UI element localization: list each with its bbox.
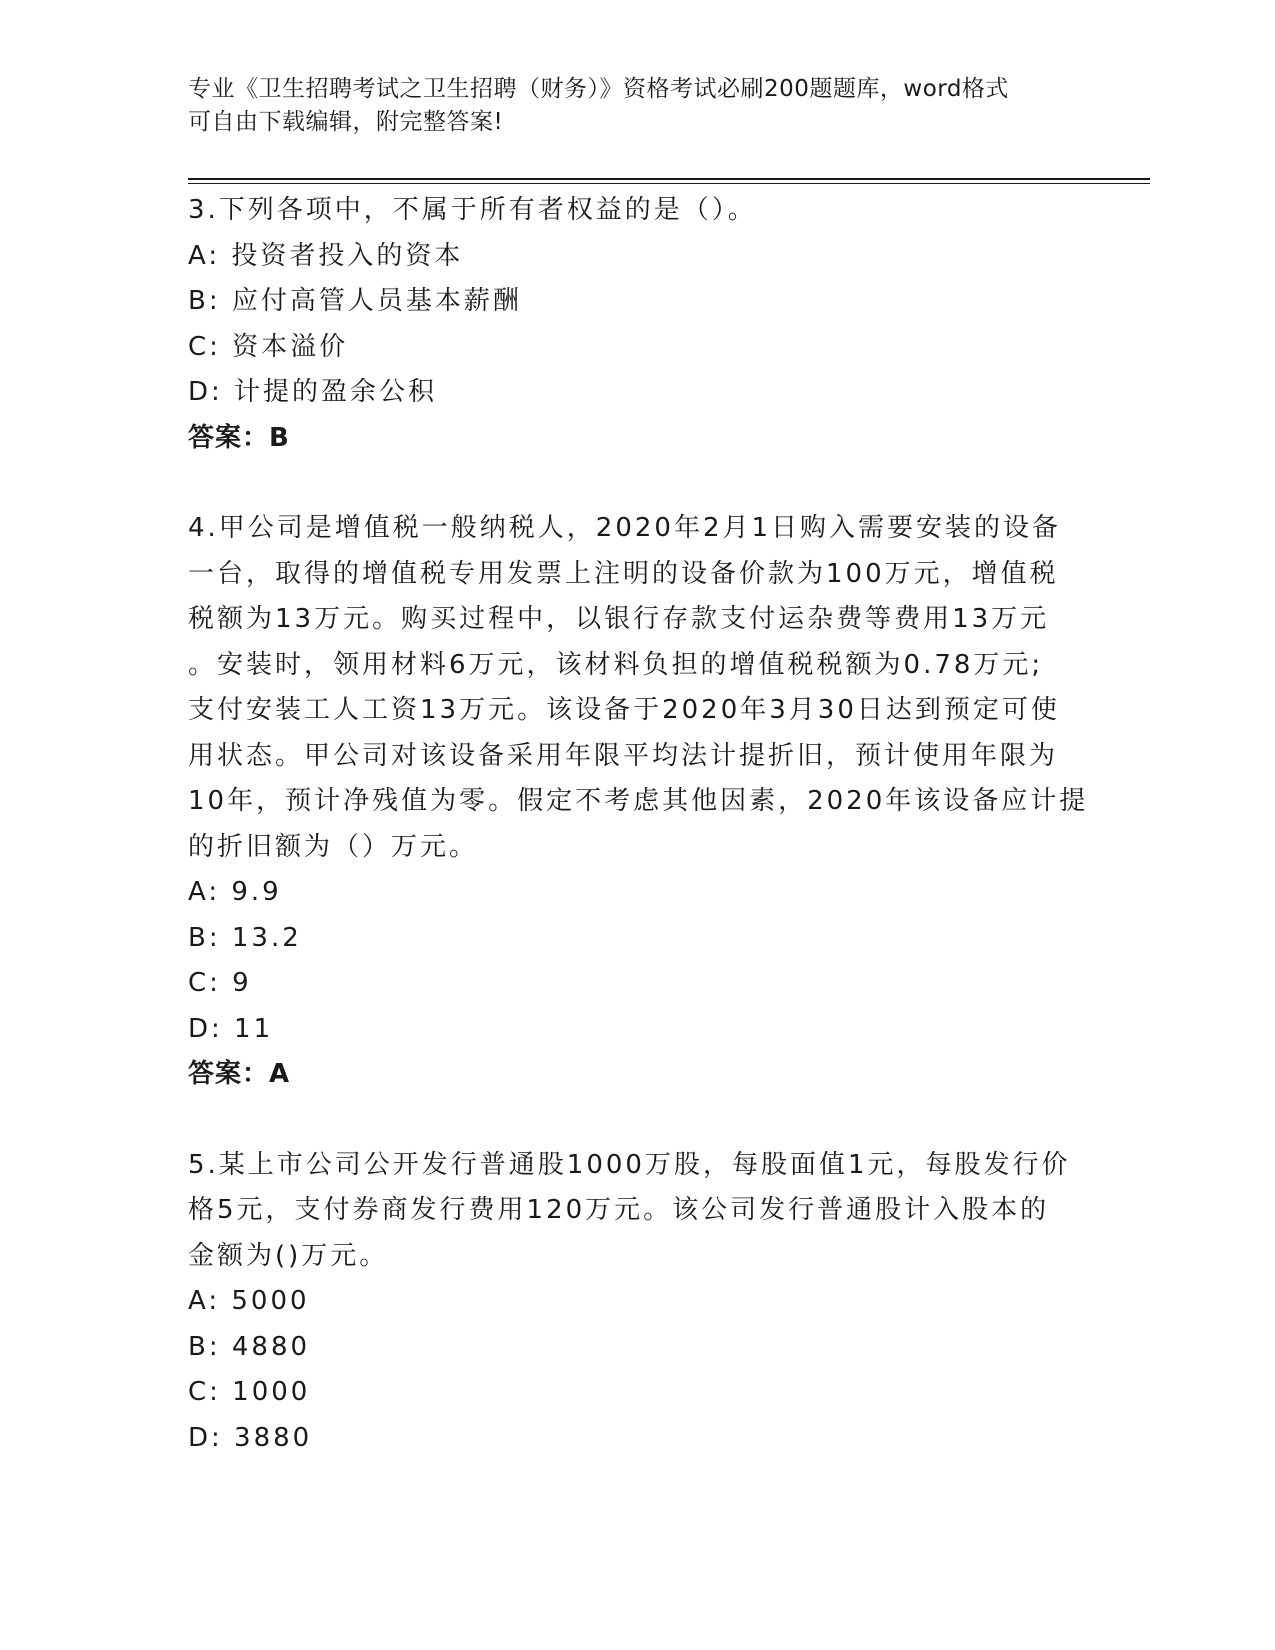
option-c: C: 9 — [188, 968, 252, 998]
question-4 — [188, 506, 1088, 1098]
question-5 — [188, 1143, 1088, 1462]
question-stem-line: 一台，取得的增值税专用发票上注明的设备价款为100万元，增值税 — [188, 558, 1059, 589]
question-stem-line: 用状态。甲公司对该设备采用年限平均法计提折旧，预计使用年限为 — [188, 740, 1059, 771]
option-a: A: 9.9 — [188, 877, 282, 907]
header-rule-thin — [188, 183, 1150, 184]
answer-label: 答案：B — [188, 422, 290, 453]
option-c: C: 资本溢价 — [188, 331, 349, 362]
option-d: D: 计提的盈余公积 — [188, 377, 438, 407]
question-stem-line: 4.甲公司是增值税一般纳税人，2020年2月1日购入需要安装的设备 — [188, 513, 1062, 543]
option-d: D: 3880 — [188, 1422, 313, 1453]
question-stem-line: 的折旧额为（）万元。 — [188, 831, 479, 862]
question-stem-line: 金额为()万元。 — [188, 1240, 389, 1271]
question-stem-line: 5.某上市公司公开发行普通股1000万股，每股面值1元，每股发行价 — [188, 1149, 1071, 1180]
question-list — [188, 188, 1088, 1461]
question-3 — [188, 188, 1088, 461]
question-stem-line: 。安装时，领用材料6万元，该材料负担的增值税税额为0.78万元; — [188, 649, 1044, 680]
question-stem-line: 10年，预计净残值为零。假定不考虑其他因素，2020年该设备应计提 — [188, 786, 1089, 816]
question-stem-line: 格5元，支付券商发行费用120万元。该公司发行普通股计入股本的 — [188, 1195, 1050, 1225]
option-b: B: 13.2 — [188, 922, 302, 953]
question-stem-line: 税额为13万元。购买过程中，以银行存款支付运杂费等费用13万元 — [188, 604, 1050, 634]
header-rule-thick — [188, 178, 1150, 180]
option-b: B: 4880 — [188, 1331, 311, 1362]
header-line-2: 可自由下载编辑，附完整答案! — [188, 109, 504, 135]
option-a: A: 投资者投入的资本 — [188, 240, 464, 271]
option-b: B: 应付高管人员基本薪酬 — [188, 286, 522, 316]
answer-label: 答案：A — [188, 1059, 291, 1089]
question-stem-line: 3.下列各项中，不属于所有者权益的是（）。 — [188, 195, 757, 225]
page-header — [188, 73, 1068, 139]
header-line-1: 专业《卫生招聘考试之卫生招聘（财务）》资格考试必刷200题题库，word格式 — [188, 76, 1009, 102]
option-c: C: 1000 — [188, 1377, 311, 1407]
option-d: D: 11 — [188, 1013, 274, 1044]
option-a: A: 5000 — [188, 1286, 310, 1316]
question-stem-line: 支付安装工人工资13万元。该设备于2020年3月30日达到预定可使 — [188, 695, 1060, 725]
